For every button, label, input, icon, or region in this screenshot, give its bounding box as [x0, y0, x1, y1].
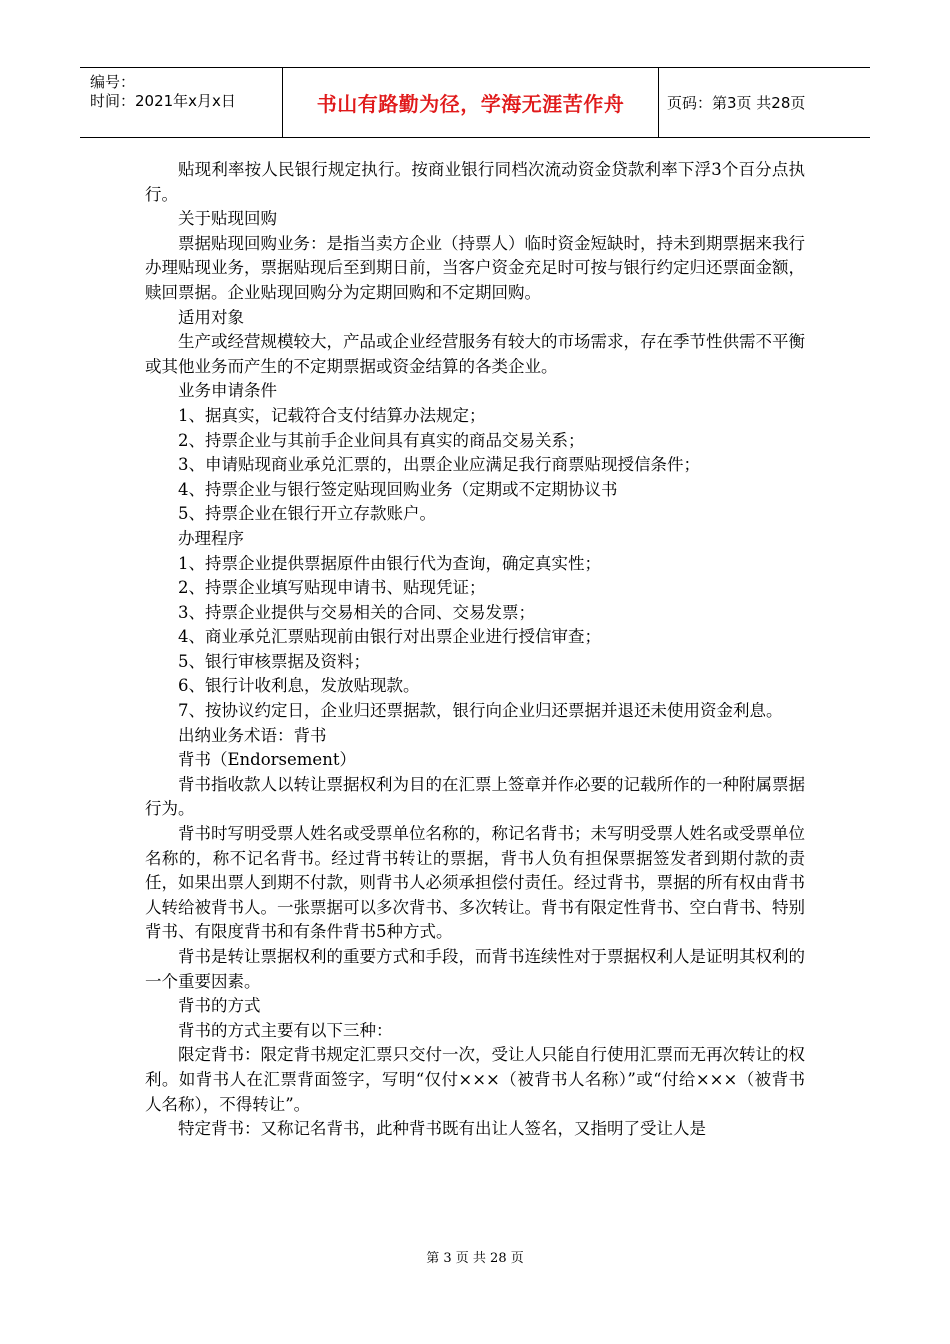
- header-motto: 书山有路勤为径，学海无涯苦作舟: [283, 68, 659, 137]
- document-date: 时间：2021年x月x日: [90, 92, 236, 110]
- list-item: 4、商业承兑汇票贴现前由银行对出票企业进行授信审查；: [178, 627, 601, 647]
- list-item: 3、持票企业提供与交易相关的合同、交易发票；: [178, 602, 535, 622]
- paragraph: 生产或经营规模较大，产品或企业经营服务有较大的市场需求，存在季节性供需不平衡或其他业务而产生的不定期票据或资金结算的各类企业。: [145, 332, 805, 376]
- list-item: 6、银行计收利息，发放贴现款。: [178, 676, 420, 696]
- section-heading: 业务申请条件: [178, 381, 277, 401]
- section-heading: 适用对象: [178, 307, 244, 327]
- list-item: 1、持票企业提供票据原件由银行代为查询，确定真实性；: [178, 553, 601, 573]
- list-item: 2、持票企业与其前手企业间具有真实的商品交易关系；: [178, 430, 585, 450]
- section-heading: 出纳业务术语：背书: [178, 725, 327, 745]
- paragraph: 背书指收款人以转让票据权利为目的在汇票上签章并作必要的记载所作的一种附属票据行为。: [145, 774, 805, 819]
- paragraph: 票据贴现回购业务：是指当卖方企业（持票人）临时资金短缺时，持未到期票据来我行办理贴现业务，票据贴现后至到期日前，当客户资金充足时可按与银行约定归还票面金额，赎回票据。企业贴现回购分为定期回购和不定期回购。: [145, 233, 805, 302]
- page-footer: 第 3 页 共 28 页: [426, 1251, 524, 1266]
- list-item: 3、申请贴现商业承兑汇票的，出票企业应满足我行商票贴现授信条件；: [178, 455, 700, 475]
- document-body: [145, 158, 805, 1142]
- list-item: 2、持票企业填写贴现申请书、贴现凭证；: [178, 578, 486, 598]
- section-heading: 背书（Endorsement）: [178, 750, 356, 770]
- section-heading: 关于贴现回购: [178, 209, 277, 229]
- list-item: 5、持票企业在银行开立存款账户。: [178, 504, 436, 524]
- list-item: 4、持票企业与银行签定贴现回购业务（定期或不定期协议书: [178, 479, 618, 499]
- page-header: [80, 67, 870, 138]
- paragraph: 限定背书：限定背书规定汇票只交付一次，受让人只能自行使用汇票而无再次转让的权利。如背书人在汇票背面签字，写明“仅付×××（被背书人名称）”或“付给×××（被背书人名称），不得转让”。: [145, 1045, 805, 1114]
- header-meta: [80, 68, 283, 137]
- document-number: 编号：: [90, 73, 136, 91]
- section-heading: 背书的方式: [178, 996, 261, 1016]
- list-item: 1、据真实，记载符合支付结算办法规定；: [178, 405, 486, 425]
- paragraph: 背书的方式主要有以下三种：: [178, 1020, 393, 1040]
- list-item: 7、按协议约定日，企业归还票据款，银行向企业归还票据并退还未使用资金利息。: [178, 701, 783, 721]
- paragraph: 背书时写明受票人姓名或受票单位名称的，称记名背书；未写明受票人姓名或受票单位名称的，称不记名背书。经过背书转让的票据，背书人负有担保票据签发者到期付款的责任，如果出票人到期不付款，则背书人必须承担偿付责任。经过背书，票据的所有权由背书人转给被背书人。一张票据可以多次背书、多次转让。背书有限定性背书、空白背书、特别背书、有限度背书和有条件背书5种方式。: [145, 824, 805, 942]
- paragraph: 贴现利率按人民银行规定执行。按商业银行同档次流动资金贷款利率下浮3个百分点执行。: [145, 160, 805, 204]
- paragraph: 特定背书：又称记名背书，此种背书既有出让人签名，又指明了受让人是: [178, 1119, 706, 1139]
- paragraph: 背书是转让票据权利的重要方式和手段，而背书连续性对于票据权利人是证明其权利的一个重要因素。: [145, 947, 805, 991]
- list-item: 5、银行审核票据及资料；: [178, 651, 370, 671]
- section-heading: 办理程序: [178, 528, 244, 548]
- header-page-info: 页码：第3页 共28页: [667, 94, 806, 112]
